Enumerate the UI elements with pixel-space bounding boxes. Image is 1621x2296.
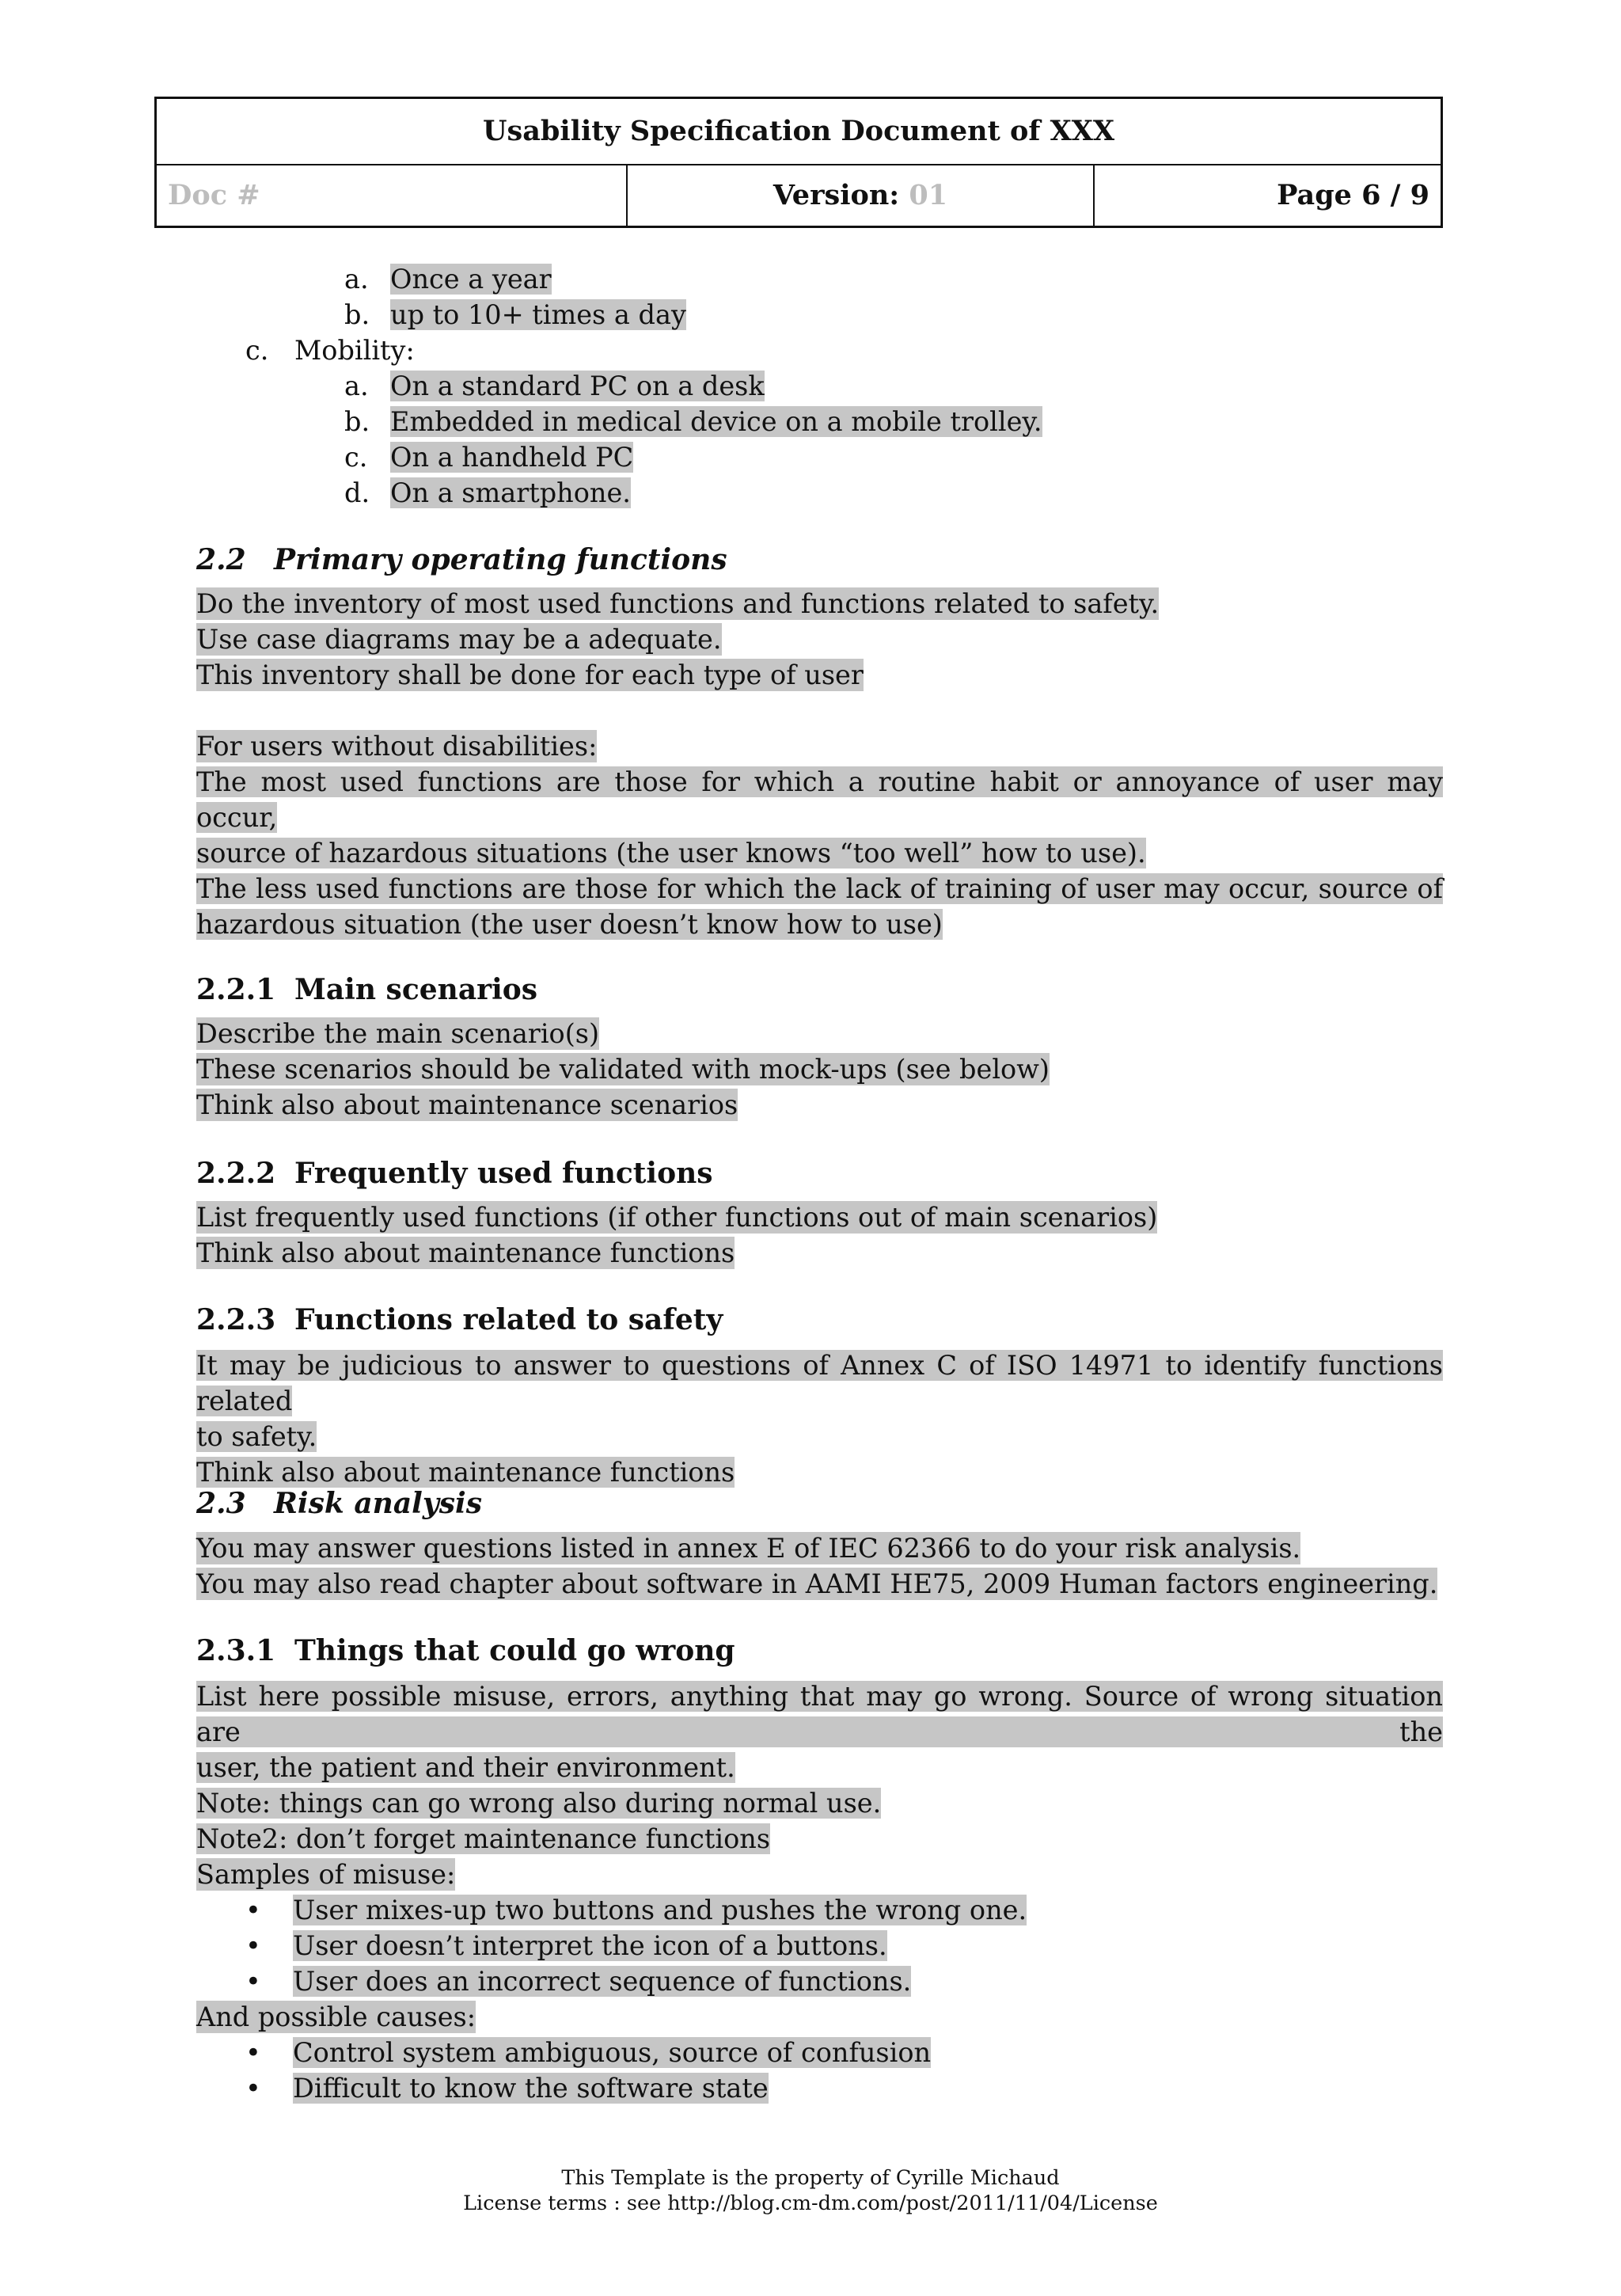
section-2-3-text: [196, 1530, 1437, 1602]
section-number: 2.2.3: [196, 1303, 276, 1336]
section-number: 2.2.2: [196, 1157, 276, 1190]
list-item: [344, 261, 552, 297]
bullet-text: User does an incorrect sequence of functions.: [293, 1966, 912, 1997]
text-line: These scenarios should be validated with mock-ups (see below): [196, 1054, 1050, 1085]
mobility-label: Mobility:: [294, 335, 415, 366]
bullet-text: Difficult to know the software state: [293, 2073, 769, 2104]
version-value: 01: [909, 179, 948, 211]
list-marker: c.: [344, 442, 368, 473]
doc-number-cell: Doc #: [157, 165, 628, 226]
list-marker: b.: [344, 299, 370, 330]
header-row: [157, 165, 1441, 226]
list-marker: a.: [344, 264, 369, 295]
bullet-item: [245, 2035, 931, 2070]
version-label: Version:: [773, 179, 900, 211]
text-line: Note: things can go wrong also during normal use.: [196, 1788, 882, 1819]
section-heading-2-2-3: [196, 1302, 723, 1338]
bullet-text: User mixes-up two buttons and pushes the wrong one.: [293, 1895, 1027, 1925]
list-marker: a.: [344, 371, 369, 401]
text-line: For users without disabilities:: [196, 731, 598, 762]
bullet-text: User doesn’t interpret the icon of a buttons.: [293, 1930, 887, 1961]
section-title: Functions related to safety: [294, 1303, 723, 1336]
section-2-2-3-text: [196, 1348, 1443, 1490]
paragraph-most-used: [196, 764, 1443, 942]
bullet-item: [245, 1928, 887, 1963]
document-title: Usability Specification Document of XXX: [157, 99, 1441, 165]
text-line: List here possible misuse, errors, anything that may go wrong. Source of wrong situation are the: [196, 1681, 1443, 1747]
footer-property-line: This Template is the property of Cyrille Michaud: [561, 2166, 1060, 2190]
section-title: Risk analysis: [274, 1487, 482, 1520]
text-line: The most used functions are those for which a routine habit or annoyance of user may occur,: [196, 766, 1443, 833]
text-line: You may also read chapter about software in AAMI HE75, 2009 Human factors engineering.: [196, 1568, 1438, 1599]
causes-intro: [196, 1999, 476, 2035]
mobility-heading: [245, 333, 415, 368]
text-line: Think also about maintenance scenarios: [196, 1089, 738, 1120]
misuse-intro: [196, 1857, 455, 1892]
list-marker: c.: [245, 335, 269, 366]
bullet-marker: •: [245, 1930, 261, 1961]
section-heading-2-2: [196, 542, 727, 578]
section-number: 2.3: [196, 1487, 246, 1520]
text-line: to safety.: [196, 1421, 317, 1452]
users-intro: [196, 728, 597, 764]
section-title: Main scenarios: [294, 973, 538, 1006]
text-line: You may answer questions listed in annex E of IEC 62366 to do your risk analysis.: [196, 1533, 1301, 1564]
list-item-text: Embedded in medical device on a mobile trolley.: [390, 406, 1042, 437]
bullet-item: [245, 1892, 1027, 1928]
list-marker: b.: [344, 406, 370, 437]
section-title: Things that could go wrong: [294, 1634, 735, 1667]
footer: [0, 2165, 1621, 2216]
bullet-item: [245, 1963, 911, 1999]
text-line: Think also about maintenance functions: [196, 1457, 735, 1488]
bullet-text: Control system ambiguous, source of confusion: [293, 2037, 932, 2068]
list-item-text: On a handheld PC: [390, 442, 634, 473]
list-marker: d.: [344, 477, 370, 508]
text-line: Note2: don’t forget maintenance functions: [196, 1823, 771, 1854]
section-heading-2-3-1: [196, 1633, 735, 1669]
section-number: 2.2.1: [196, 973, 276, 1006]
list-item: [344, 439, 633, 475]
text-line: The less used functions are those for which the lack of training of user may occur, source of: [196, 873, 1443, 904]
text-line: This inventory shall be done for each type of user: [196, 660, 864, 690]
text-line: user, the patient and their environment.: [196, 1752, 735, 1783]
list-item: [344, 368, 765, 404]
section-heading-2-2-1: [196, 972, 537, 1008]
bullet-item: [245, 2070, 769, 2106]
text-line: List frequently used functions (if other functions out of main scenarios): [196, 1202, 1158, 1233]
section-title: Frequently used functions: [294, 1157, 713, 1190]
text-line: It may be judicious to answer to questions of Annex C of ISO 14971 to identify functions related: [196, 1350, 1443, 1416]
list-item: [344, 404, 1042, 439]
list-item: [344, 297, 686, 333]
section-number: 2.3.1: [196, 1634, 276, 1667]
section-2-2-text: [196, 586, 1159, 693]
text-line: hazardous situation (the user doesn’t know how to use): [196, 909, 943, 940]
section-2-3-1-text: [196, 1678, 1443, 1857]
list-item: [344, 475, 631, 511]
text-line: Do the inventory of most used functions and functions related to safety.: [196, 588, 1160, 619]
text-line: source of hazardous situations (the user knows “too well” how to use).: [196, 838, 1146, 869]
list-item-text: up to 10+ times a day: [390, 299, 686, 330]
text-line: Samples of misuse:: [196, 1859, 456, 1890]
text-line: Think also about maintenance functions: [196, 1237, 735, 1268]
version-cell: [628, 165, 1095, 226]
text-line: Describe the main scenario(s): [196, 1018, 600, 1049]
bullet-marker: •: [245, 1966, 261, 1997]
text-line: Use case diagrams may be a adequate.: [196, 624, 722, 655]
bullet-marker: •: [245, 1895, 261, 1925]
footer-license-line: License terms : see http://blog.cm-dm.com/post/2011/11/04/License: [463, 2191, 1158, 2215]
text-line: And possible causes:: [196, 2001, 476, 2032]
header-table: [154, 97, 1443, 228]
section-title: Primary operating functions: [274, 543, 727, 576]
list-item-text: On a standard PC on a desk: [390, 371, 765, 401]
bullet-marker: •: [245, 2037, 261, 2068]
page-number: Page 6 / 9: [1277, 179, 1429, 211]
section-heading-2-3: [196, 1486, 482, 1522]
section-2-2-2-text: [196, 1199, 1157, 1271]
bullet-marker: •: [245, 2073, 261, 2104]
section-number: 2.2: [196, 543, 246, 576]
section-2-2-1-text: [196, 1016, 1050, 1123]
list-item-text: Once a year: [390, 264, 552, 295]
section-heading-2-2-2: [196, 1156, 713, 1192]
list-item-text: On a smartphone.: [390, 477, 631, 508]
